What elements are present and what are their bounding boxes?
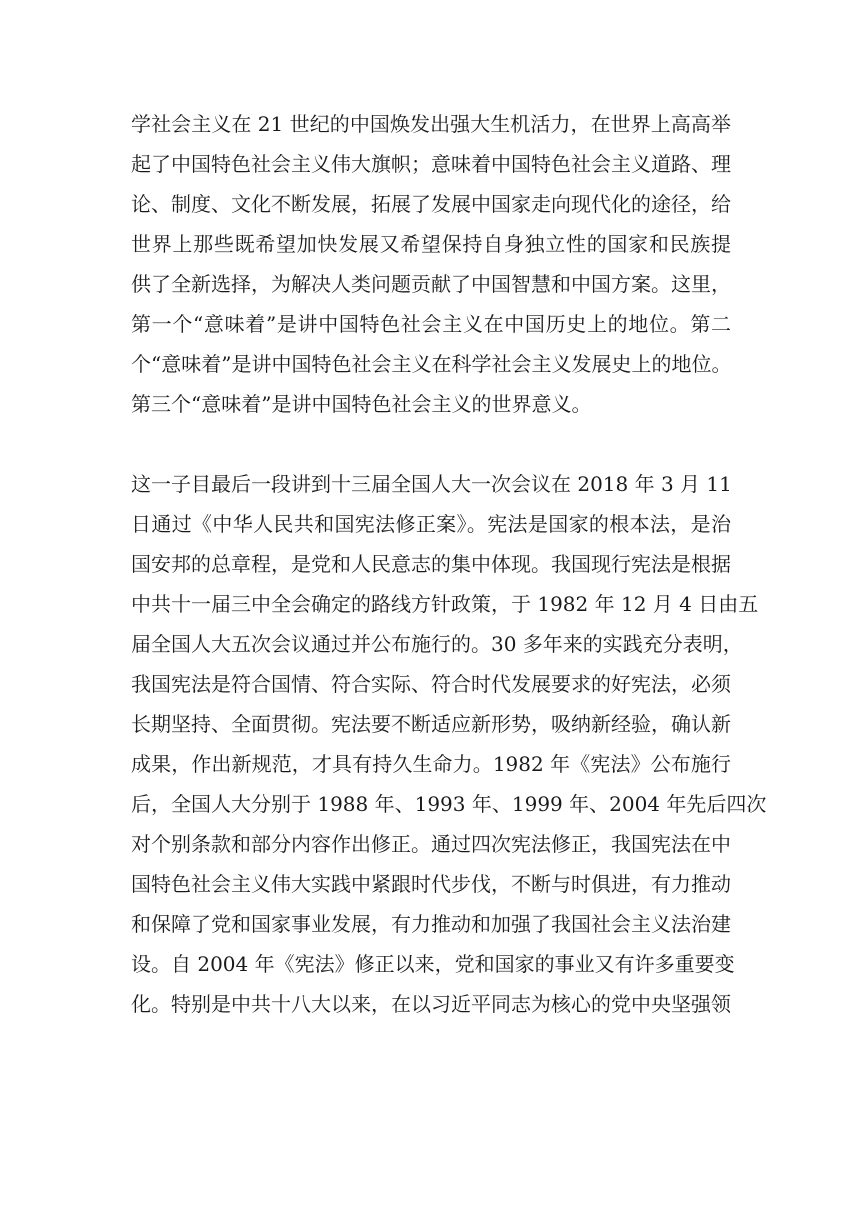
paragraph-continued — [131, 104, 731, 424]
text-line: 和保障了党和国家事业发展，有力推动和加强了我国社会主义法治建 — [131, 912, 731, 936]
text-line: 成果，作出新规范，才具有持久生命力。1982 年《宪法》公布施行 — [131, 752, 731, 776]
text-line: 对个别条款和部分内容作出修正。通过四次宪法修正，我国宪法在中 — [131, 832, 731, 856]
text-line: 日通过《中华人民共和国宪法修正案》。宪法是国家的根本法，是治 — [131, 512, 731, 536]
text-line: 个“意味着”是讲中国特色社会主义在科学社会主义发展史上的地位。 — [131, 352, 732, 376]
text-line: 届全国人大五次会议通过并公布施行的。30 多年来的实践充分表明， — [131, 632, 743, 656]
text-line: 学社会主义在 21 世纪的中国焕发出强大生机活力，在世界上高高举 — [131, 112, 731, 136]
text-line: 长期坚持、全面贯彻。宪法要不断适应新形势，吸纳新经验，确认新 — [131, 712, 731, 736]
text-line: 论、制度、文化不断发展，拓展了发展中国家走向现代化的途径，给 — [131, 192, 731, 216]
text-line: 起了中国特色社会主义伟大旗帜；意味着中国特色社会主义道路、理 — [131, 152, 731, 176]
text-line: 后，全国人大分别于 1988 年、1993 年、1999 年、2004 年先后四次 — [131, 792, 767, 816]
paragraph-constitution — [131, 464, 767, 1024]
text-line: 世界上那些既希望加快发展又希望保持自身独立性的国家和民族提 — [131, 232, 731, 256]
text-line: 第一个“意味着”是讲中国特色社会主义在中国历史上的地位。第二 — [131, 312, 731, 336]
text-line: 国特色社会主义伟大实践中紧跟时代步伐，不断与时俱进，有力推动 — [131, 872, 731, 896]
text-line: 国安邦的总章程，是党和人民意志的集中体现。我国现行宪法是根据 — [131, 552, 731, 576]
text-line: 中共十一届三中全会确定的路线方针政策，于 1982 年 12 月 4 日由五 — [131, 592, 759, 616]
text-line: 第三个“意味着”是讲中国特色社会主义的世界意义。 — [131, 392, 592, 416]
text-line: 设。自 2004 年《宪法》修正以来，党和国家的事业又有许多重要变 — [131, 952, 735, 976]
text-line: 化。特别是中共十八大以来，在以习近平同志为核心的党中央坚强领 — [131, 992, 731, 1016]
text-line: 我国宪法是符合国情、符合实际、符合时代发展要求的好宪法，必须 — [131, 672, 731, 696]
text-line: 这一子目最后一段讲到十三届全国人大一次会议在 2018 年 3 月 11 — [131, 472, 732, 496]
text-line: 供了全新选择，为解决人类问题贡献了中国智慧和中国方案。这里， — [131, 272, 731, 296]
